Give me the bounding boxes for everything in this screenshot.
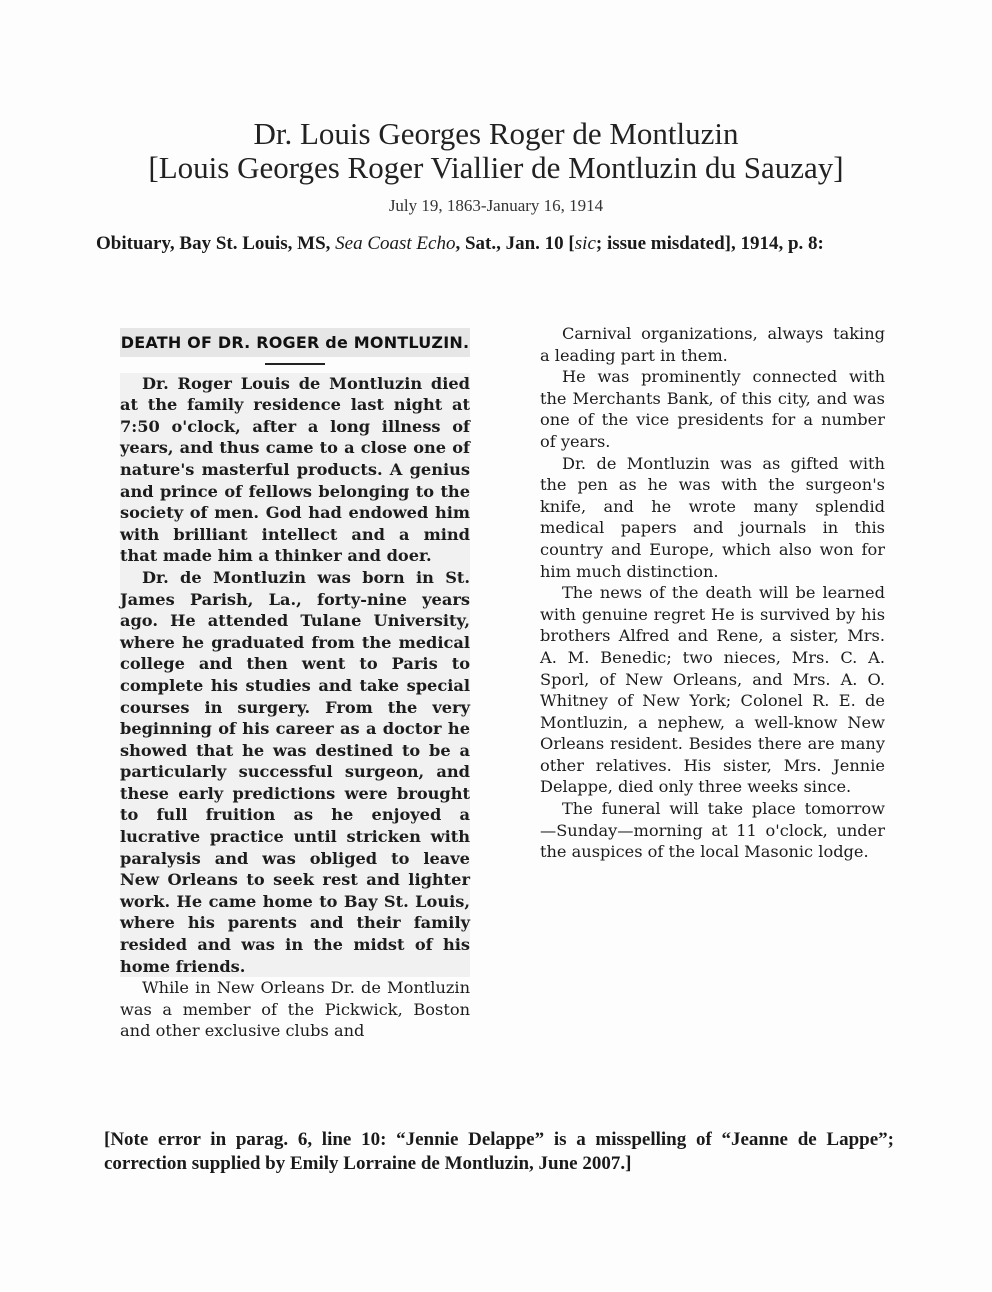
page-title: Dr. Louis Georges Roger de Montluzin <box>253 116 739 151</box>
citation-suffix: ; issue misdated], 1914, p. 8: <box>595 233 824 254</box>
article-paragraph: Carnival organizations, always taking a leading part in them. <box>540 324 885 365</box>
citation-middle: , Sat., Jan. 10 [ <box>455 233 575 254</box>
citation-sic: sic <box>574 233 596 254</box>
life-dates: July 19, 1863-January 16, 1914 <box>388 196 604 215</box>
article-paragraph: The news of the death will be learned with genuine regret He is survived by his brothers Alfred and Rene, a sister, Mrs. A. M. Benedic; two nieces, Mrs. C. A. Sporl, of New Orleans, and Mrs. A. O. Whitney of New York; Colonel R. E. de Montluzin, a nephew, a well-know New Orleans resident. Besides there are many other relatives. His sister, Mrs. Jennie Delappe, died only three weeks since. <box>540 583 885 797</box>
article-column-left <box>120 328 470 1042</box>
source-citation <box>96 232 896 256</box>
article-headline: DEATH OF DR. ROGER de MONTLUZIN. <box>120 328 470 357</box>
citation-prefix: Obituary, Bay St. Louis, MS, <box>96 233 336 254</box>
article-paragraph: While in New Orleans Dr. de Montluzin was a member of the Pickwick, Boston and other exclusive clubs and <box>120 978 470 1041</box>
article-paragraph: Dr. de Montluzin was as gifted with the pen as he was with the surgeon's knife, and he wrote many splendid medical papers and journals in this country and Europe, which also won for him much distinction. <box>540 453 885 581</box>
article-column-right <box>540 323 885 863</box>
article-paragraph: Dr. Roger Louis de Montluzin died at the family residence last night at 7:50 o'clock, after a long illness of years, and thus came to a close one of nature's masterful products. A genius and prince of fellows belonging to the society of men. God had endowed him with brilliant intellect and a mind that made him a thinker and doer. <box>120 373 470 566</box>
citation-publication: Sea Coast Echo <box>335 233 456 254</box>
article-paragraph: The funeral will take place tomorrow —Sunday—morning at 11 o'clock, under the auspices of the local Masonic lodge. <box>540 799 885 862</box>
article-paragraph: Dr. de Montluzin was born in St. James Parish, La., forty-nine years ago. He attended Tulane University, where he graduated from the medical college and then went to Paris to complete his studies and take special courses in surgery. From the very beginning of his career as a doctor he showed that he was destined to be a particularly successful surgeon, and these early predictions were brought to full fruition as he enjoyed a lucrative practice until stricken with paralysis and was obliged to leave New Orleans to seek rest and lighter work. He came home to Bay St. Louis, where his parents and their family resided and was in the midst of his home friends. <box>120 567 470 976</box>
headline-divider <box>265 363 325 365</box>
page-subtitle-full-name: [Louis Georges Roger Viallier de Montluzin du Sauzay] <box>148 150 844 185</box>
editorial-note: [Note error in parag. 6, line 10: “Jennie Delappe” is a misspelling of “Jeanne de Lappe”; correction supplied by Emily Lorraine de Montluzin, June 2007.] <box>104 1129 894 1174</box>
article-paragraph: He was prominently connected with the Merchants Bank, of this city, and was one of the vice presidents for a number of years. <box>540 367 885 451</box>
